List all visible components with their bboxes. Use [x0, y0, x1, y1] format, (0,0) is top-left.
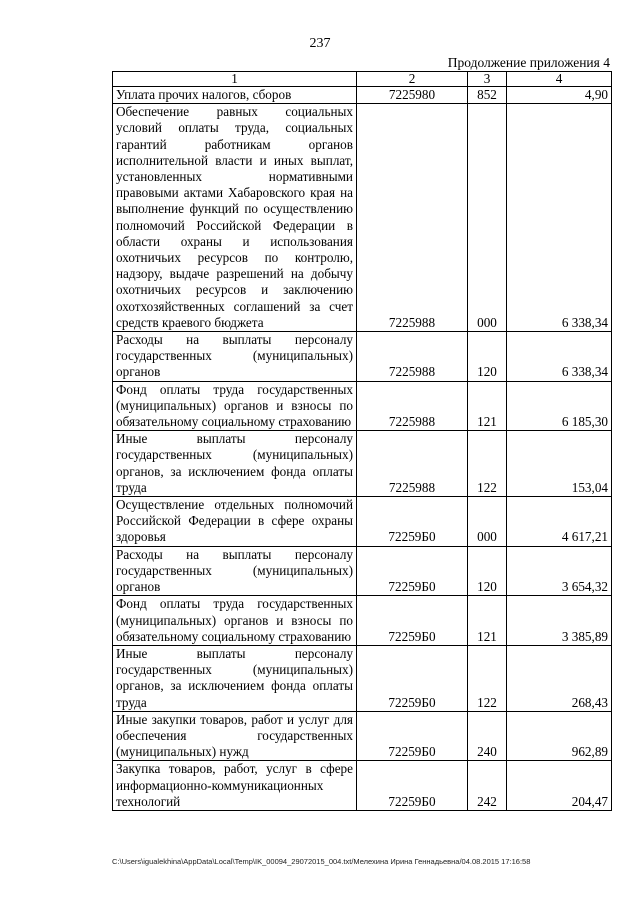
row-description: Фонд оплаты труда государственных (муниципальных) органов и взносы по обязательному социальному страхованию: [113, 596, 357, 646]
table-row: [113, 497, 612, 547]
row-description: Закупка товаров, работ, услуг в сфере информационно-коммуникационных технологий: [113, 761, 357, 811]
row-expense-type: 242: [468, 761, 507, 811]
header-col-1: 1: [113, 72, 357, 87]
row-target-code: 72259Б0: [357, 645, 468, 711]
table-row: [113, 104, 612, 332]
table-row: [113, 761, 612, 811]
row-description: Иные выплаты персоналу государственных (муниципальных) органов, за исключением фонда оплаты труда: [113, 645, 357, 711]
table-row: [113, 431, 612, 497]
row-target-code: 72259Б0: [357, 497, 468, 547]
row-expense-type: 121: [468, 596, 507, 646]
row-target-code: 7225988: [357, 381, 468, 431]
row-amount: 4,90: [507, 87, 612, 104]
table-row: [113, 596, 612, 646]
row-target-code: 72259Б0: [357, 761, 468, 811]
header-col-4: 4: [507, 72, 612, 87]
row-amount: 6 338,34: [507, 104, 612, 332]
row-amount: 6 185,30: [507, 381, 612, 431]
row-target-code: 7225980: [357, 87, 468, 104]
row-amount: 4 617,21: [507, 497, 612, 547]
table-header-row: [113, 72, 612, 87]
row-expense-type: 120: [468, 546, 507, 596]
row-expense-type: 240: [468, 711, 507, 761]
table-row: [113, 87, 612, 104]
row-target-code: 7225988: [357, 431, 468, 497]
row-amount: 204,47: [507, 761, 612, 811]
table-row: [113, 381, 612, 431]
row-amount: 6 338,34: [507, 332, 612, 382]
file-path-footer: C:\Users\igualekhina\AppData\Local\Temp\IK_00094_29072015_004.txt/Мелехина Ирина Геннадьевна/04.08.2015 17:16:58: [112, 857, 531, 866]
row-target-code: 7225988: [357, 104, 468, 332]
row-description: Уплата прочих налогов, сборов: [113, 87, 357, 104]
row-target-code: 72259Б0: [357, 711, 468, 761]
row-expense-type: 120: [468, 332, 507, 382]
row-expense-type: 122: [468, 431, 507, 497]
row-amount: 153,04: [507, 431, 612, 497]
row-description: Осуществление отдельных полномочий Российской Федерации в сфере охраны здоровья: [113, 497, 357, 547]
table-row: [113, 332, 612, 382]
row-amount: 962,89: [507, 711, 612, 761]
row-target-code: 7225988: [357, 332, 468, 382]
row-description: Иные выплаты персоналу государственных (муниципальных) органов, за исключением фонда оплаты труда: [113, 431, 357, 497]
page-number: 237: [309, 36, 331, 51]
row-expense-type: 852: [468, 87, 507, 104]
row-amount: 268,43: [507, 645, 612, 711]
row-description: Расходы на выплаты персоналу государственных (муниципальных) органов: [113, 332, 357, 382]
budget-table: [112, 71, 612, 811]
table-row: [113, 711, 612, 761]
table-row: [113, 645, 612, 711]
row-expense-type: 000: [468, 104, 507, 332]
row-amount: 3 654,32: [507, 546, 612, 596]
row-description: Фонд оплаты труда государственных (муниципальных) органов и взносы по обязательному социальному страхованию: [113, 381, 357, 431]
row-expense-type: 000: [468, 497, 507, 547]
row-expense-type: 122: [468, 645, 507, 711]
row-description: Иные закупки товаров, работ и услуг для обеспечения государственных (муниципальных) нужд: [113, 711, 357, 761]
continuation-label: Продолжение приложения 4: [447, 55, 610, 70]
row-description: Обеспечение равных социальных условий оплаты труда, социальных гарантий работникам органов исполнительной власти и иных выплат, установленных нормативными правовыми актами Хабаровского края на выполнение функций по осуществлению полномочий Российской Федерации в области охраны и использования охотничьих ресурсов по контролю, надзору, выдаче разрешений на добычу охотничьих ресурсов и заключению охотхозяйственных соглашений за счет средств краевого бюджета: [113, 104, 357, 332]
row-amount: 3 385,89: [507, 596, 612, 646]
row-target-code: 72259Б0: [357, 596, 468, 646]
row-description: Расходы на выплаты персоналу государственных (муниципальных) органов: [113, 546, 357, 596]
header-col-2: 2: [357, 72, 468, 87]
table-row: [113, 546, 612, 596]
row-expense-type: 121: [468, 381, 507, 431]
header-col-3: 3: [468, 72, 507, 87]
row-target-code: 72259Б0: [357, 546, 468, 596]
